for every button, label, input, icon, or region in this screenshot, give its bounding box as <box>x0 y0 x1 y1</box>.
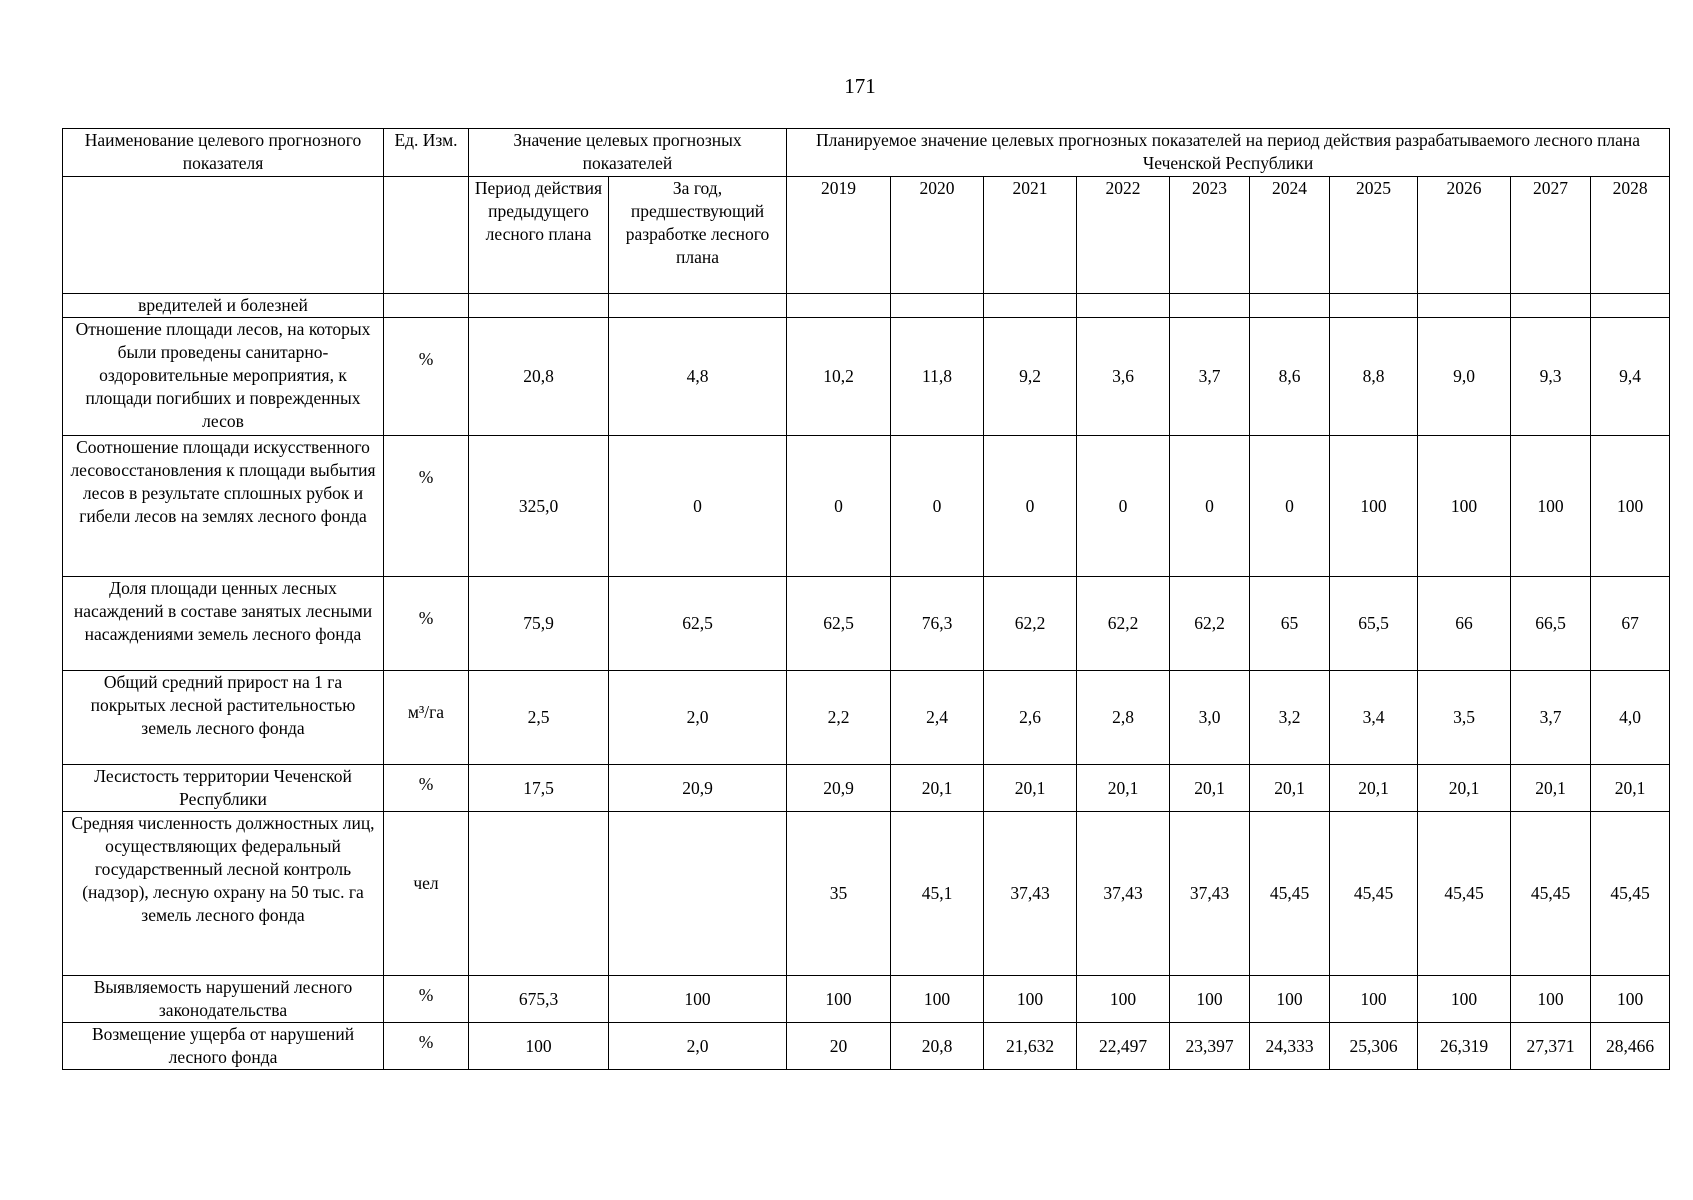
header-year: 2028 <box>1591 177 1670 294</box>
indicator-value: 20,1 <box>1077 765 1170 812</box>
indicator-value: 76,3 <box>891 577 984 671</box>
indicator-value <box>1170 294 1250 318</box>
indicator-value: 24,333 <box>1250 1023 1330 1070</box>
indicator-unit: % <box>384 318 469 436</box>
indicator-value <box>891 294 984 318</box>
target-indicators-table <box>62 128 1670 1070</box>
indicator-value: 100 <box>1250 976 1330 1023</box>
header-year: 2027 <box>1511 177 1591 294</box>
indicator-unit: чел <box>384 812 469 976</box>
indicator-value: 37,43 <box>984 812 1077 976</box>
indicator-value <box>1077 294 1170 318</box>
indicator-value: 75,9 <box>469 577 609 671</box>
indicator-value: 10,2 <box>787 318 891 436</box>
indicator-value: 20,1 <box>1330 765 1418 812</box>
indicator-value: 9,3 <box>1511 318 1591 436</box>
indicator-value: 45,45 <box>1250 812 1330 976</box>
header-name: Наименование целевого прогнозного показателя <box>63 129 384 177</box>
table-row <box>63 671 1670 765</box>
indicator-value <box>609 812 787 976</box>
indicator-value: 2,8 <box>1077 671 1170 765</box>
indicator-value: 20,1 <box>1511 765 1591 812</box>
indicator-value: 100 <box>1077 976 1170 1023</box>
indicator-value: 20,1 <box>984 765 1077 812</box>
header-year: 2023 <box>1170 177 1250 294</box>
indicator-value: 4,0 <box>1591 671 1670 765</box>
indicator-value: 9,2 <box>984 318 1077 436</box>
indicator-value: 3,6 <box>1077 318 1170 436</box>
indicator-name: Доля площади ценных лесных насаждений в составе занятых лесными насаждениями земель лесного фонда <box>63 577 384 671</box>
header-year: 2019 <box>787 177 891 294</box>
indicator-value: 20,1 <box>1418 765 1511 812</box>
header-year: 2024 <box>1250 177 1330 294</box>
indicator-value: 62,2 <box>1077 577 1170 671</box>
indicator-value: 28,466 <box>1591 1023 1670 1070</box>
indicator-value: 20,1 <box>1591 765 1670 812</box>
header-prev-period: Период действия предыдущего лесного плана <box>469 177 609 294</box>
table-row <box>63 976 1670 1023</box>
indicator-name: Выявляемость нарушений лесного законодательства <box>63 976 384 1023</box>
indicator-unit <box>384 294 469 318</box>
indicator-value: 100 <box>1591 436 1670 577</box>
indicator-value: 100 <box>609 976 787 1023</box>
indicator-value <box>1591 294 1670 318</box>
indicator-value: 0 <box>1170 436 1250 577</box>
indicator-value: 3,4 <box>1330 671 1418 765</box>
indicator-value: 66,5 <box>1511 577 1591 671</box>
indicator-value: 100 <box>1330 436 1418 577</box>
indicator-name: Лесистость территории Чеченской Республики <box>63 765 384 812</box>
indicator-value <box>787 294 891 318</box>
indicator-value <box>984 294 1077 318</box>
indicator-value: 100 <box>787 976 891 1023</box>
table-row <box>63 294 1670 318</box>
indicator-value: 20,9 <box>609 765 787 812</box>
indicator-value: 9,4 <box>1591 318 1670 436</box>
indicator-value: 65 <box>1250 577 1330 671</box>
indicator-value: 22,497 <box>1077 1023 1170 1070</box>
table-row <box>63 765 1670 812</box>
header-target-values: Значение целевых прогнозных показателей <box>469 129 787 177</box>
indicator-value: 0 <box>1077 436 1170 577</box>
indicator-value: 45,1 <box>891 812 984 976</box>
header-year: 2020 <box>891 177 984 294</box>
indicator-value <box>469 294 609 318</box>
indicator-value: 45,45 <box>1330 812 1418 976</box>
table-row <box>63 812 1670 976</box>
header-year: 2022 <box>1077 177 1170 294</box>
indicator-value: 9,0 <box>1418 318 1511 436</box>
indicator-value: 2,0 <box>609 671 787 765</box>
indicator-value <box>1330 294 1418 318</box>
indicator-value: 62,2 <box>984 577 1077 671</box>
indicator-value: 0 <box>1250 436 1330 577</box>
indicator-name: Возмещение ущерба от нарушений лесного фонда <box>63 1023 384 1070</box>
indicator-value: 3,0 <box>1170 671 1250 765</box>
indicator-value: 4,8 <box>609 318 787 436</box>
indicator-name: Соотношение площади искусственного лесовосстановления к площади выбытия лесов в результате сплошных рубок и гибели лесов на землях лесного фонда <box>63 436 384 577</box>
indicator-value: 17,5 <box>469 765 609 812</box>
header-unit: Ед. Изм. <box>384 129 469 177</box>
indicator-value: 2,5 <box>469 671 609 765</box>
indicator-value: 26,319 <box>1418 1023 1511 1070</box>
indicator-name: Общий средний прирост на 1 га покрытых лесной растительностью земель лесного фонда <box>63 671 384 765</box>
indicator-value: 62,5 <box>787 577 891 671</box>
indicator-value: 100 <box>1330 976 1418 1023</box>
indicator-value: 325,0 <box>469 436 609 577</box>
indicator-value: 62,2 <box>1170 577 1250 671</box>
indicator-value: 100 <box>1418 436 1511 577</box>
indicator-value: 2,0 <box>609 1023 787 1070</box>
table-row <box>63 577 1670 671</box>
indicator-value: 45,45 <box>1511 812 1591 976</box>
indicator-value: 25,306 <box>1330 1023 1418 1070</box>
header-row-2 <box>63 177 1670 294</box>
indicator-unit: % <box>384 577 469 671</box>
header-year: 2025 <box>1330 177 1418 294</box>
indicator-value: 20,8 <box>891 1023 984 1070</box>
indicator-unit: % <box>384 976 469 1023</box>
indicator-value: 37,43 <box>1077 812 1170 976</box>
table-row <box>63 436 1670 577</box>
indicator-value: 8,8 <box>1330 318 1418 436</box>
indicator-value: 20,1 <box>891 765 984 812</box>
indicator-value: 65,5 <box>1330 577 1418 671</box>
table-row <box>63 1023 1670 1070</box>
indicator-value: 675,3 <box>469 976 609 1023</box>
indicator-name: Отношение площади лесов, на которых были проведены санитарно-оздоровительные мероприятия, к площади погибших и поврежденных лесов <box>63 318 384 436</box>
table-body <box>63 294 1670 1070</box>
indicator-value: 35 <box>787 812 891 976</box>
indicator-value: 8,6 <box>1250 318 1330 436</box>
indicator-value: 20 <box>787 1023 891 1070</box>
indicator-value: 23,397 <box>1170 1023 1250 1070</box>
indicator-value: 37,43 <box>1170 812 1250 976</box>
indicator-value: 21,632 <box>984 1023 1077 1070</box>
indicator-value <box>609 294 787 318</box>
indicator-value: 0 <box>609 436 787 577</box>
indicator-value: 100 <box>1511 436 1591 577</box>
indicator-value: 100 <box>984 976 1077 1023</box>
indicator-unit: м³/га <box>384 671 469 765</box>
indicator-value: 3,5 <box>1418 671 1511 765</box>
indicator-value: 100 <box>891 976 984 1023</box>
header-row-1 <box>63 129 1670 177</box>
indicator-value <box>1511 294 1591 318</box>
header-prev-year: За год, предшествующий разработке лесного плана <box>609 177 787 294</box>
indicator-value: 2,4 <box>891 671 984 765</box>
indicator-value: 0 <box>787 436 891 577</box>
header-unit-empty <box>384 177 469 294</box>
header-year: 2021 <box>984 177 1077 294</box>
indicator-value: 2,2 <box>787 671 891 765</box>
indicator-value: 62,5 <box>609 577 787 671</box>
indicator-value: 3,7 <box>1170 318 1250 436</box>
table-row <box>63 318 1670 436</box>
indicator-value <box>1418 294 1511 318</box>
indicator-value: 20,9 <box>787 765 891 812</box>
indicator-name: Средняя численность должностных лиц, осуществляющих федеральный государственный лесной контроль (надзор), лесную охрану на 50 тыс. га земель лесного фонда <box>63 812 384 976</box>
indicator-value: 3,7 <box>1511 671 1591 765</box>
indicator-value: 100 <box>1511 976 1591 1023</box>
indicator-value: 100 <box>1170 976 1250 1023</box>
indicator-value: 27,371 <box>1511 1023 1591 1070</box>
indicator-value: 20,1 <box>1250 765 1330 812</box>
indicator-value: 100 <box>1418 976 1511 1023</box>
indicator-unit: % <box>384 1023 469 1070</box>
indicator-value: 100 <box>469 1023 609 1070</box>
indicator-value: 45,45 <box>1418 812 1511 976</box>
indicator-value: 66 <box>1418 577 1511 671</box>
indicator-value: 0 <box>984 436 1077 577</box>
indicator-value: 45,45 <box>1591 812 1670 976</box>
indicator-unit: % <box>384 436 469 577</box>
indicator-value: 20,1 <box>1170 765 1250 812</box>
indicator-value <box>469 812 609 976</box>
indicator-value: 100 <box>1591 976 1670 1023</box>
indicator-value: 0 <box>891 436 984 577</box>
indicator-value: 2,6 <box>984 671 1077 765</box>
header-name-empty <box>63 177 384 294</box>
indicator-value: 3,2 <box>1250 671 1330 765</box>
header-planned-values: Планируемое значение целевых прогнозных показателей на период действия разрабатываемого лесного плана Чеченской Республики <box>787 129 1670 177</box>
header-year: 2026 <box>1418 177 1511 294</box>
indicator-value <box>1250 294 1330 318</box>
indicator-value: 20,8 <box>469 318 609 436</box>
page-number: 171 <box>844 74 876 98</box>
indicator-value: 67 <box>1591 577 1670 671</box>
indicator-value: 11,8 <box>891 318 984 436</box>
indicator-name: вредителей и болезней <box>63 294 384 318</box>
indicator-unit: % <box>384 765 469 812</box>
